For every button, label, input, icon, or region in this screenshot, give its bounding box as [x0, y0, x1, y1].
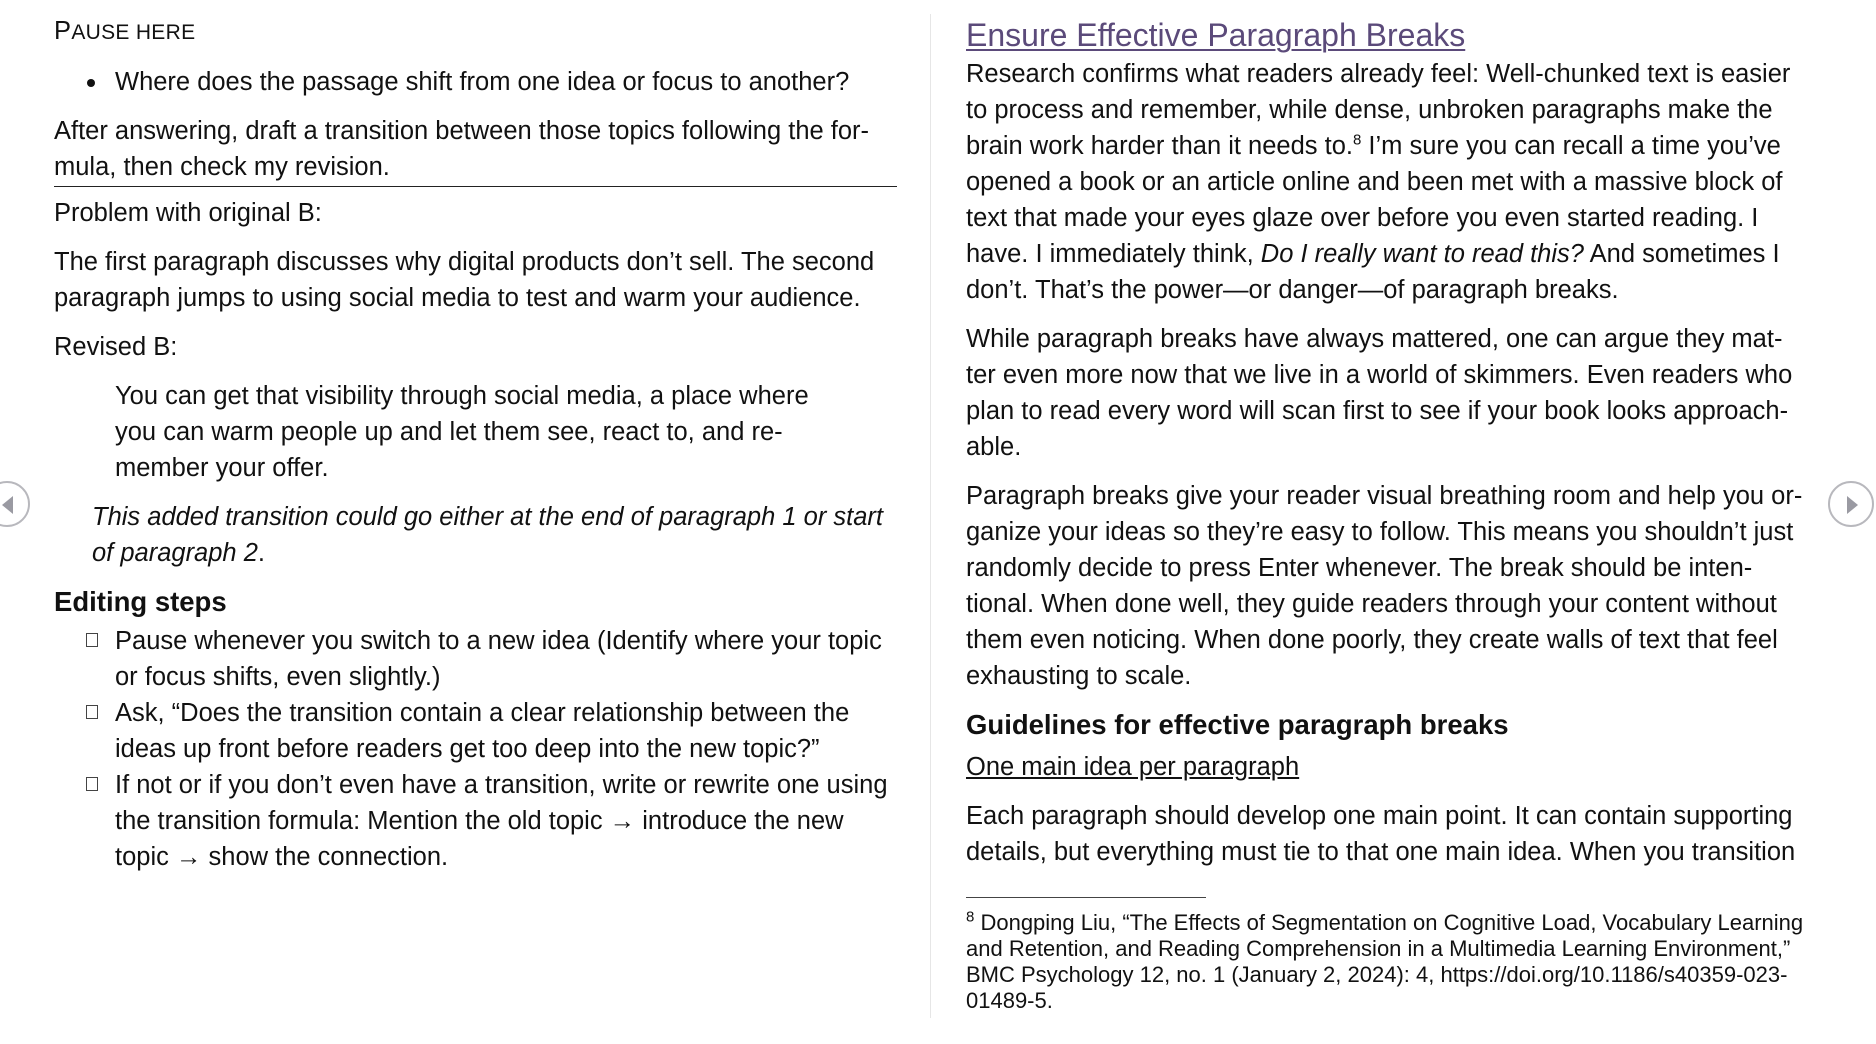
revised-text: You can get that visibility through social media, a place where you can warm people up and let them see, react to, and re-member your offer.	[115, 382, 809, 482]
left-page	[54, 0, 898, 1018]
chevron-left-icon	[2, 496, 13, 514]
section-title-link[interactable]: Ensure Effective Paragraph Breaks	[966, 17, 1466, 53]
guidelines-heading: Guidelines for effective paragraph breaks	[966, 709, 1509, 740]
checkbox-icon	[86, 633, 98, 647]
pause-heading: PAUSE HERE	[54, 17, 196, 45]
footnote-ref[interactable]: 8	[1352, 131, 1362, 149]
checkbox-icon	[86, 705, 98, 719]
paragraph-4: Each paragraph should develop one main point. It can contain supporting details, but everything must tie to that one main idea. When you transition	[966, 802, 1796, 866]
revised-label: Revised B:	[54, 333, 178, 361]
bullet-icon	[87, 79, 95, 87]
page-divider	[930, 14, 931, 1018]
next-page-button[interactable]	[1828, 481, 1874, 527]
transition-note: This added transition could go either at the end of paragraph 1 or start of paragraph 2.	[92, 503, 883, 567]
pause-bullet-list	[54, 64, 898, 100]
footnote: $^8$ Dongping Liu, “The Effects of Segmentation on Cognitive Load, Vocabulary Learning and Retention, and Reading Comprehension in a Multimedia Learning Environment,” BMC Psychology 12, no. 1 (January 2, 2024): 4, https://doi.org/10.1186/s40359-023-01489-5.	[966, 908, 1804, 1013]
problem-label: Problem with original B:	[54, 199, 322, 227]
guideline-subheading: One main idea per paragraph	[966, 753, 1300, 781]
problem-text: The first paragraph discusses why digital products don’t sell. The second paragraph jumps to using social media to test and warm your audience.	[54, 248, 875, 312]
list-item: If not or if you don’t even have a transition, write or rewrite one using the transition formula: Mention the old topic → introduce the new topic → show the connection.	[54, 767, 898, 875]
list-item: Pause whenever you switch to a new idea (Identify where your topic or focus shifts, even slightly.)	[54, 623, 898, 695]
paragraph-3: Paragraph breaks give your reader visual breathing room and help you or-ganize your ideas so they’re easy to follow. This means you shouldn’t just randomly decide to press Enter whenever. The break should be inten-tional. When done well, they guide readers through your content without them even noticing. When done poorly, they create walls of text that feel exhausting to scale.	[966, 482, 1803, 690]
editing-steps-heading: Editing steps	[54, 586, 227, 617]
list-item: Where does the passage shift from one idea or focus to another?	[54, 64, 898, 100]
editing-steps-list	[54, 623, 898, 875]
chevron-right-icon	[1847, 496, 1858, 514]
after-answer-text: After answering, draft a transition between those topics following the for-mula, then check my revision.	[54, 117, 870, 181]
previous-page-button[interactable]	[0, 481, 30, 527]
paragraph-2: While paragraph breaks have always mattered, one can argue they mat-ter even more now that we live in a world of skimmers. Even readers who plan to read every word will scan first to see if your book looks approach-able.	[966, 325, 1793, 461]
list-item: Ask, “Does the transition contain a clear relationship between the ideas up front before readers get too deep into the new topic?”	[54, 695, 898, 767]
footnote-rule	[966, 897, 1206, 898]
paragraph-1: Research confirms what readers already feel: Well-chunked text is easier to process and remember, while dense, unbroken paragraphs make the brain work harder than it needs to.$^8$ I’m sure you can recall a time you’ve opened a book or an article online and been met with a massive block of text that made your eyes glaze over before you even started reading. I have. I immediately think, Do I really want to read this? And sometimes I don’t. That’s the power—or danger—of paragraph breaks.	[966, 60, 1791, 304]
section-divider	[54, 186, 897, 187]
right-page	[966, 0, 1806, 1018]
checkbox-icon	[86, 777, 98, 791]
